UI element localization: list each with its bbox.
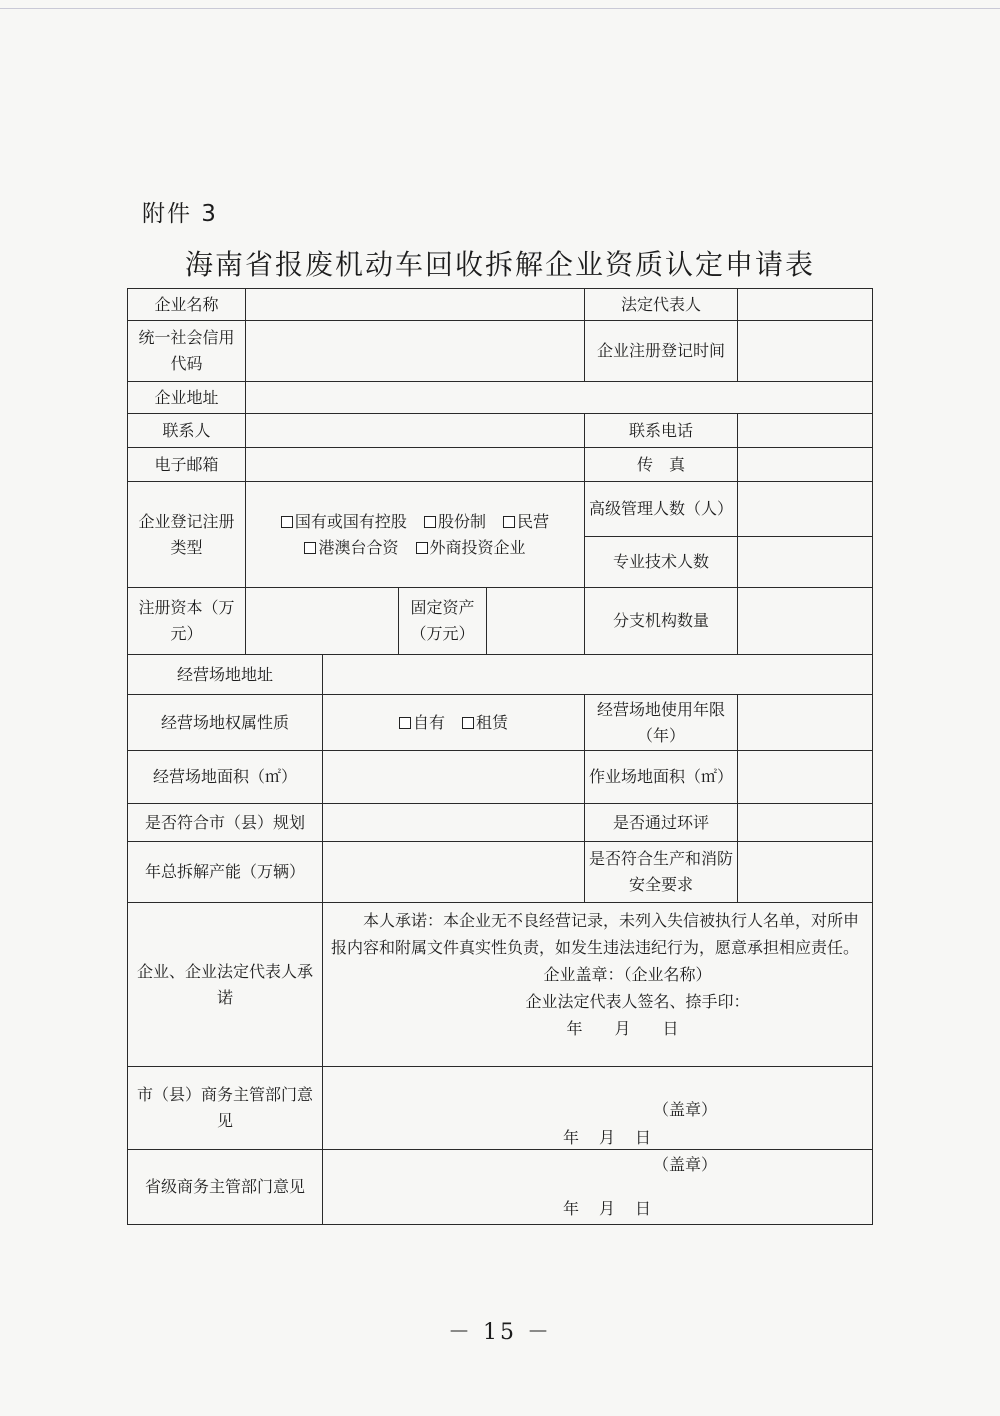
option-leased[interactable]: 租赁 bbox=[462, 710, 508, 736]
input-site-address[interactable] bbox=[323, 655, 873, 695]
input-senior-mgmt[interactable] bbox=[738, 482, 873, 537]
input-contact[interactable] bbox=[246, 414, 585, 448]
input-site-area[interactable] bbox=[323, 751, 585, 804]
input-reg-time[interactable] bbox=[738, 321, 873, 382]
input-eia[interactable] bbox=[738, 804, 873, 842]
input-credit-code[interactable] bbox=[246, 321, 585, 382]
option-hk-macao-taiwan[interactable]: 港澳台合资 bbox=[304, 535, 398, 561]
input-branches[interactable] bbox=[738, 588, 873, 655]
reg-type-options bbox=[246, 482, 585, 588]
label-work-area: 作业场地面积（㎡） bbox=[585, 751, 738, 804]
checkbox-icon[interactable] bbox=[304, 542, 316, 554]
label-legal-rep: 法定代表人 bbox=[585, 289, 738, 321]
label-site-address: 经营场地地址 bbox=[128, 655, 323, 695]
label-contact: 联系人 bbox=[128, 414, 246, 448]
city-opinion-cell[interactable] bbox=[323, 1067, 873, 1150]
label-address: 企业地址 bbox=[128, 382, 246, 414]
label-eia: 是否通过环评 bbox=[585, 804, 738, 842]
label-credit-code: 统一社会信用代码 bbox=[128, 321, 246, 382]
ownership-options bbox=[323, 695, 585, 751]
input-safety[interactable] bbox=[738, 842, 873, 903]
input-fixed-assets[interactable] bbox=[487, 588, 585, 655]
page-title: 海南省报废机动车回收拆解企业资质认定申请表 bbox=[184, 248, 815, 281]
input-site-years[interactable] bbox=[738, 695, 873, 751]
checkbox-icon[interactable] bbox=[281, 516, 293, 528]
label-fixed-assets: 固定资产（万元） bbox=[399, 588, 487, 655]
input-capacity[interactable] bbox=[323, 842, 585, 903]
input-email[interactable] bbox=[246, 448, 585, 482]
pledge-sign-line: 企业法定代表人签名、捺手印： bbox=[525, 992, 750, 1011]
label-fax: 传 真 bbox=[585, 448, 738, 482]
option-owned[interactable]: 自有 bbox=[399, 710, 445, 736]
input-reg-capital[interactable] bbox=[246, 588, 399, 655]
option-state-owned[interactable]: 国有或国有控股 bbox=[281, 509, 407, 535]
label-reg-type: 企业登记注册类型 bbox=[128, 482, 246, 588]
application-form-table bbox=[127, 288, 873, 1225]
province-seal-label: （盖章） bbox=[653, 1155, 718, 1174]
attachment-label: 附件 3 bbox=[142, 201, 218, 227]
label-branches: 分支机构数量 bbox=[585, 588, 738, 655]
checkbox-icon[interactable] bbox=[399, 717, 411, 729]
label-company-name: 企业名称 bbox=[128, 289, 246, 321]
city-seal-label: （盖章） bbox=[653, 1100, 718, 1119]
label-safety: 是否符合生产和消防安全要求 bbox=[585, 842, 738, 903]
label-senior-mgmt: 高级管理人数（人） bbox=[585, 482, 738, 537]
label-reg-time: 企业注册登记时间 bbox=[585, 321, 738, 382]
label-site-area: 经营场地面积（㎡） bbox=[128, 751, 323, 804]
label-site-ownership: 经营场地权属性质 bbox=[128, 695, 323, 751]
option-private[interactable]: 民营 bbox=[503, 509, 549, 535]
label-province-opinion: 省级商务主管部门意见 bbox=[128, 1150, 323, 1225]
label-capacity: 年总拆解产能（万辆） bbox=[128, 842, 323, 903]
top-rule bbox=[0, 8, 1000, 9]
label-phone: 联系电话 bbox=[585, 414, 738, 448]
pledge-text: 本人承诺：本企业无不良经营记录，未列入失信被执行人名单，对所申报内容和附属文件真实性负责，如发生违法违纪行为，愿意承担相应责任。 bbox=[331, 911, 860, 957]
label-site-years: 经营场地使用年限（年） bbox=[585, 695, 738, 751]
label-city-opinion: 市（县）商务主管部门意见 bbox=[128, 1067, 323, 1150]
option-joint-stock[interactable]: 股份制 bbox=[424, 509, 486, 535]
input-work-area[interactable] bbox=[738, 751, 873, 804]
input-address[interactable] bbox=[246, 382, 873, 414]
label-planning: 是否符合市（县）规划 bbox=[128, 804, 323, 842]
input-legal-rep[interactable] bbox=[738, 289, 873, 321]
pledge-seal-line: 企业盖章：（企业名称） bbox=[543, 965, 712, 984]
input-fax[interactable] bbox=[738, 448, 873, 482]
option-foreign[interactable]: 外商投资企业 bbox=[416, 535, 526, 561]
label-reg-capital: 注册资本（万元） bbox=[128, 588, 246, 655]
checkbox-icon[interactable] bbox=[416, 542, 428, 554]
label-pledge: 企业、企业法定代表人承诺 bbox=[128, 903, 323, 1067]
province-date: 年 月 日 bbox=[563, 1199, 652, 1218]
checkbox-icon[interactable] bbox=[462, 717, 474, 729]
label-email: 电子邮箱 bbox=[128, 448, 246, 482]
pledge-cell bbox=[323, 903, 873, 1067]
page-number: － 15 － bbox=[448, 1320, 552, 1345]
input-tech-staff[interactable] bbox=[738, 537, 873, 588]
input-phone[interactable] bbox=[738, 414, 873, 448]
input-company-name[interactable] bbox=[246, 289, 585, 321]
checkbox-icon[interactable] bbox=[424, 516, 436, 528]
pledge-date-line: 年 月 日 bbox=[566, 1019, 679, 1038]
checkbox-icon[interactable] bbox=[503, 516, 515, 528]
province-opinion-cell[interactable] bbox=[323, 1150, 873, 1225]
label-tech-staff: 专业技术人数 bbox=[585, 537, 738, 588]
city-date: 年 月 日 bbox=[563, 1128, 652, 1147]
input-planning[interactable] bbox=[323, 804, 585, 842]
